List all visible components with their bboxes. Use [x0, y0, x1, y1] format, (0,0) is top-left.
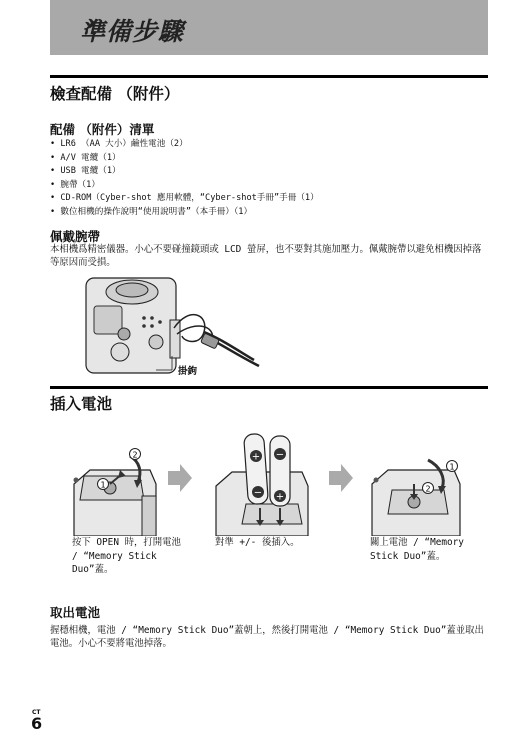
list-item: • A/V 電纜（1）	[50, 152, 319, 166]
hook-label: 掛鉤	[178, 366, 198, 377]
list-item: • CD-ROM（Cyber-shot 應用軟體，“Cyber-shot手冊”手冊（1）	[50, 192, 319, 206]
section-divider	[50, 75, 488, 78]
strap-heading: 佩戴腕帶	[50, 229, 101, 244]
svg-text:+: +	[251, 451, 261, 463]
list-item: • 腕帶（1）	[50, 179, 319, 193]
section-heading-accessories: 檢查配備 （附件）	[50, 85, 180, 103]
page-title: 準備步驟	[80, 17, 185, 46]
step1-caption: 按下 OPEN 時，打開電池 / “Memory Stick Duo”蓋。	[72, 537, 181, 575]
arrow-right-icon	[329, 464, 353, 492]
section-heading-battery: 插入電池	[50, 395, 113, 413]
step2-insert-batteries-illustration	[212, 426, 312, 536]
section-divider	[50, 386, 488, 389]
step-marker-1: 1	[100, 480, 106, 490]
wrist-strap-illustration	[84, 276, 264, 378]
arrow-right-icon	[168, 464, 192, 492]
step-marker-2: 2	[132, 450, 138, 460]
remove-battery-text: 握穩相機，電池 / “Memory Stick Duo”蓋朝上，然後打開電池 / “Memory Stick Duo”蓋並取出電池。小心不要將電池掉落。	[50, 625, 484, 649]
step2-caption: 對準 +/- 後插入。	[215, 537, 300, 548]
step1-open-cover-illustration	[70, 444, 160, 536]
step3-caption: 關上電池 / “Memory Stick Duo”蓋。	[370, 537, 464, 562]
list-item: • USB 電纜（1）	[50, 165, 319, 179]
list-item: • 數位相機的操作說明“使用說明書”（本手冊）（1）	[50, 206, 319, 220]
remove-battery-heading: 取出電池	[50, 605, 101, 620]
strap-text: 本相機爲精密儀器。小心不要碰撞鏡頭或 LCD 螢屏，也不要對其施加壓力。佩戴腕帶以避免相機因掉落等原因而受損。	[50, 244, 482, 268]
svg-text:−: −	[275, 449, 285, 461]
page-number: 6	[31, 714, 43, 733]
svg-text:−: −	[253, 487, 263, 499]
step-marker-1: 1	[449, 462, 455, 472]
step3-close-cover-illustration	[368, 456, 464, 536]
page-code: CT	[32, 709, 41, 716]
svg-text:+: +	[275, 491, 285, 503]
accessories-list	[50, 138, 319, 220]
step-marker-2: 2	[425, 484, 431, 494]
accessories-list-heading: 配備 （附件）清單	[50, 122, 155, 137]
list-item: • LR6 （AA 大小）鹼性電池（2）	[50, 138, 319, 152]
